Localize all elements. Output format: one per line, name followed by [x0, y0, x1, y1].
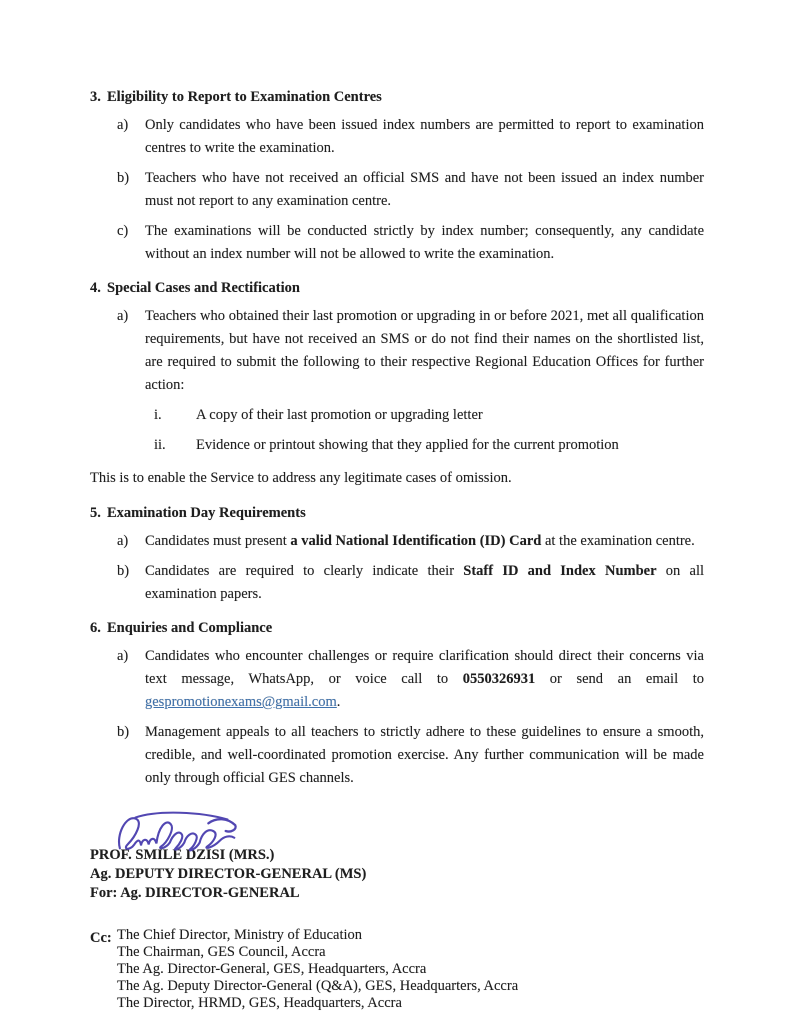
- item-label: a): [117, 308, 129, 324]
- item-text: Only candidates who have been issued index numbers are permitted to report to examination centres to write the examination.: [145, 117, 704, 156]
- cc-list: [117, 927, 518, 1012]
- section-heading: [90, 277, 704, 300]
- list-item: [117, 560, 704, 606]
- cc-recipient: The Chief Director, Ministry of Education: [117, 927, 363, 943]
- list-item: [117, 645, 704, 714]
- item-text: The examinations will be conducted strictly by index number; consequently, any candidate without an index number will not be allowed to write the examination.: [145, 223, 704, 262]
- item-text-pre: Candidates must present: [145, 533, 291, 549]
- section-eligibility: [90, 86, 704, 266]
- cc-block: [90, 927, 704, 1012]
- item-text: [145, 645, 704, 714]
- section-exam-day: [90, 502, 704, 606]
- section-number: 3.: [90, 89, 101, 105]
- item-text: [145, 560, 704, 606]
- list-item: [117, 721, 704, 790]
- phone-number: 0550326931: [462, 671, 536, 687]
- item-text-bold: Staff ID and Index Number: [463, 563, 657, 579]
- cc-recipient: The Director, HRMD, GES, Headquarters, Accra: [117, 995, 402, 1011]
- document-page: [90, 86, 704, 1012]
- item-text-mid: or send an email to: [535, 671, 704, 687]
- cc-recipient: The Ag. Deputy Director-General (Q&A), GES, Headquarters, Accra: [117, 978, 519, 994]
- list-item: [117, 220, 704, 266]
- item-text: [145, 530, 704, 553]
- list-item: [117, 305, 704, 397]
- section-special-cases: [90, 277, 704, 490]
- item-text-post: .: [336, 694, 341, 710]
- item-text-bold: a valid National Identification (ID) Card: [290, 533, 542, 549]
- section-title: Eligibility to Report to Examination Centres: [107, 89, 382, 105]
- signature-scribble: [112, 806, 247, 856]
- list-item: [117, 114, 704, 160]
- cc-recipient: The Chairman, GES Council, Accra: [117, 944, 326, 960]
- item-label: b): [117, 170, 130, 186]
- sub-item-label: ii.: [154, 437, 166, 453]
- list-item: [117, 530, 704, 553]
- section-title: Enquiries and Compliance: [107, 620, 273, 636]
- sub-list-item: [154, 404, 704, 427]
- item-label: a): [117, 117, 129, 133]
- item-label: c): [117, 223, 129, 239]
- item-label: b): [117, 563, 130, 579]
- signatory-title: Ag. DEPUTY DIRECTOR-GENERAL (MS): [90, 866, 367, 882]
- item-text: Teachers who have not received an official SMS and have not been issued an index number must not report to any examination centre.: [145, 170, 704, 209]
- section-heading: [90, 617, 704, 640]
- item-text: Teachers who obtained their last promotion or upgrading in or before 2021, met all qualification requirements, but have not received an SMS or do not find their names on the shortlisted list, are required to submit the following to their respective Regional Education Offices for further action:: [145, 308, 704, 393]
- section-number: 4.: [90, 280, 101, 296]
- signatory-name: PROF. SMILE DZISI (MRS.): [90, 847, 275, 863]
- item-text-post: at the examination centre.: [541, 533, 695, 549]
- signature-block: [90, 806, 704, 903]
- section-title: Special Cases and Rectification: [107, 280, 300, 296]
- item-text: Management appeals to all teachers to strictly adhere to these guidelines to ensure a smooth, credible, and well-coordinated promotion exercise. Any further communication will be made only through official GES channels.: [145, 724, 704, 786]
- section-heading: [90, 502, 704, 525]
- section-number: 5.: [90, 505, 101, 521]
- item-text-pre: Candidates are required to clearly indicate their: [145, 563, 464, 579]
- item-label: a): [117, 648, 129, 664]
- sub-item-text: A copy of their last promotion or upgrading letter: [196, 407, 483, 423]
- cc-recipient: The Ag. Director-General, GES, Headquarters, Accra: [117, 961, 427, 977]
- sub-list-item: [154, 434, 704, 457]
- section-enquiries: [90, 617, 704, 790]
- item-text-post: on all examination papers.: [145, 563, 704, 602]
- section-number: 6.: [90, 620, 101, 636]
- signatory-for: For: Ag. DIRECTOR-GENERAL: [90, 885, 300, 901]
- sub-item-text: Evidence or printout showing that they applied for the current promotion: [196, 437, 619, 453]
- item-label: b): [117, 724, 130, 740]
- sub-item-label: i.: [154, 407, 162, 423]
- section-title: Examination Day Requirements: [107, 505, 306, 521]
- cc-label: Cc:: [90, 930, 112, 946]
- list-item: [117, 167, 704, 213]
- item-text-pre: Candidates who encounter challenges or require clarification should direct their concerns via text message, WhatsApp, or voice call to: [145, 648, 704, 687]
- email-link[interactable]: gespromotionexams@gmail.com: [145, 694, 337, 710]
- item-label: a): [117, 533, 129, 549]
- section-heading: [90, 86, 704, 109]
- omission-note: This is to enable the Service to address any legitimate cases of omission.: [90, 470, 512, 486]
